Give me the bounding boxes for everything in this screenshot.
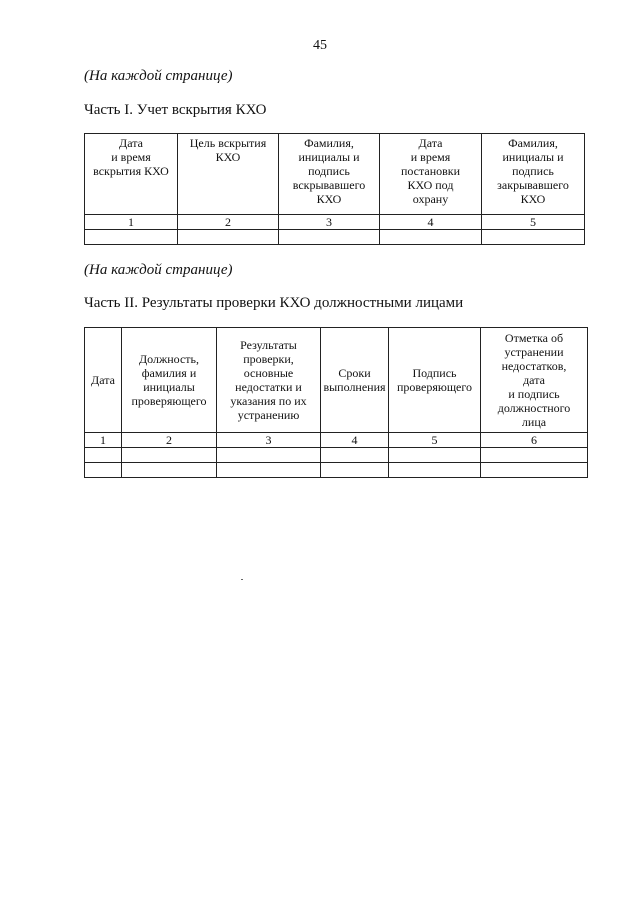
part2-note: (На каждой странице)	[84, 262, 233, 278]
part2-empty-cell	[321, 463, 389, 478]
part1-empty-cell	[279, 230, 380, 245]
part2-empty-row	[85, 448, 588, 463]
part2-empty-cell	[217, 463, 321, 478]
part1-table	[84, 133, 585, 245]
part2-empty-cell	[217, 448, 321, 463]
part2-table	[84, 327, 588, 478]
part1-column-number: 4	[380, 215, 482, 230]
part1-empty-cell	[178, 230, 279, 245]
part2-empty-row	[85, 463, 588, 478]
part2-header-cell: Подпись проверяющего	[389, 328, 481, 433]
part1-header-row	[85, 134, 585, 215]
part2-column-number: 5	[389, 433, 481, 448]
part2-empty-cell	[389, 448, 481, 463]
part1-column-number: 2	[178, 215, 279, 230]
part1-note: (На каждой странице)	[84, 68, 233, 84]
part2-empty-cell	[85, 463, 122, 478]
part1-column-number: 1	[85, 215, 178, 230]
part2-empty-cell	[122, 448, 217, 463]
scan-speck	[241, 579, 243, 580]
part2-header-cell: Отметка об устранении недостатков, дата и подпись должностного лица	[481, 328, 588, 433]
part2-header-cell: Результаты проверки, основные недостатки и указания по их устранению	[217, 328, 321, 433]
part1-empty-cell	[482, 230, 585, 245]
part2-column-number: 2	[122, 433, 217, 448]
part2-column-number: 1	[85, 433, 122, 448]
part1-header-cell: Фамилия, инициалы и подпись вскрывавшего КХО	[279, 134, 380, 215]
part2-empty-cell	[122, 463, 217, 478]
part2-number-row	[85, 433, 588, 448]
part2-column-number: 6	[481, 433, 588, 448]
part2-empty-cell	[389, 463, 481, 478]
part1-header-cell: Дата и время вскрытия КХО	[85, 134, 178, 215]
part1-number-row	[85, 215, 585, 230]
part1-empty-cell	[380, 230, 482, 245]
part1-column-number: 5	[482, 215, 585, 230]
part2-title: Часть II. Результаты проверки КХО должностными лицами	[84, 295, 464, 311]
part1-empty-row	[85, 230, 585, 245]
part2-empty-cell	[321, 448, 389, 463]
part2-empty-cell	[85, 448, 122, 463]
part2-header-cell: Должность, фамилия и инициалы проверяющего	[122, 328, 217, 433]
part2-column-number: 3	[217, 433, 321, 448]
part1-column-number: 3	[279, 215, 380, 230]
part1-title: Часть I. Учет вскрытия КХО	[84, 102, 267, 118]
part2-column-number: 4	[321, 433, 389, 448]
part2-header-row	[85, 328, 588, 433]
part2-header-cell: Дата	[85, 328, 122, 433]
part1-header-cell: Дата и время постановки КХО под охрану	[380, 134, 482, 215]
part1-header-cell: Фамилия, инициалы и подпись закрывавшего КХО	[482, 134, 585, 215]
part1-header-cell: Цель вскрытия КХО	[178, 134, 279, 215]
part2-header-cell: Сроки выполнения	[321, 328, 389, 433]
part1-empty-cell	[85, 230, 178, 245]
page-number: 45	[313, 38, 327, 53]
part2-empty-cell	[481, 448, 588, 463]
part2-empty-cell	[481, 463, 588, 478]
